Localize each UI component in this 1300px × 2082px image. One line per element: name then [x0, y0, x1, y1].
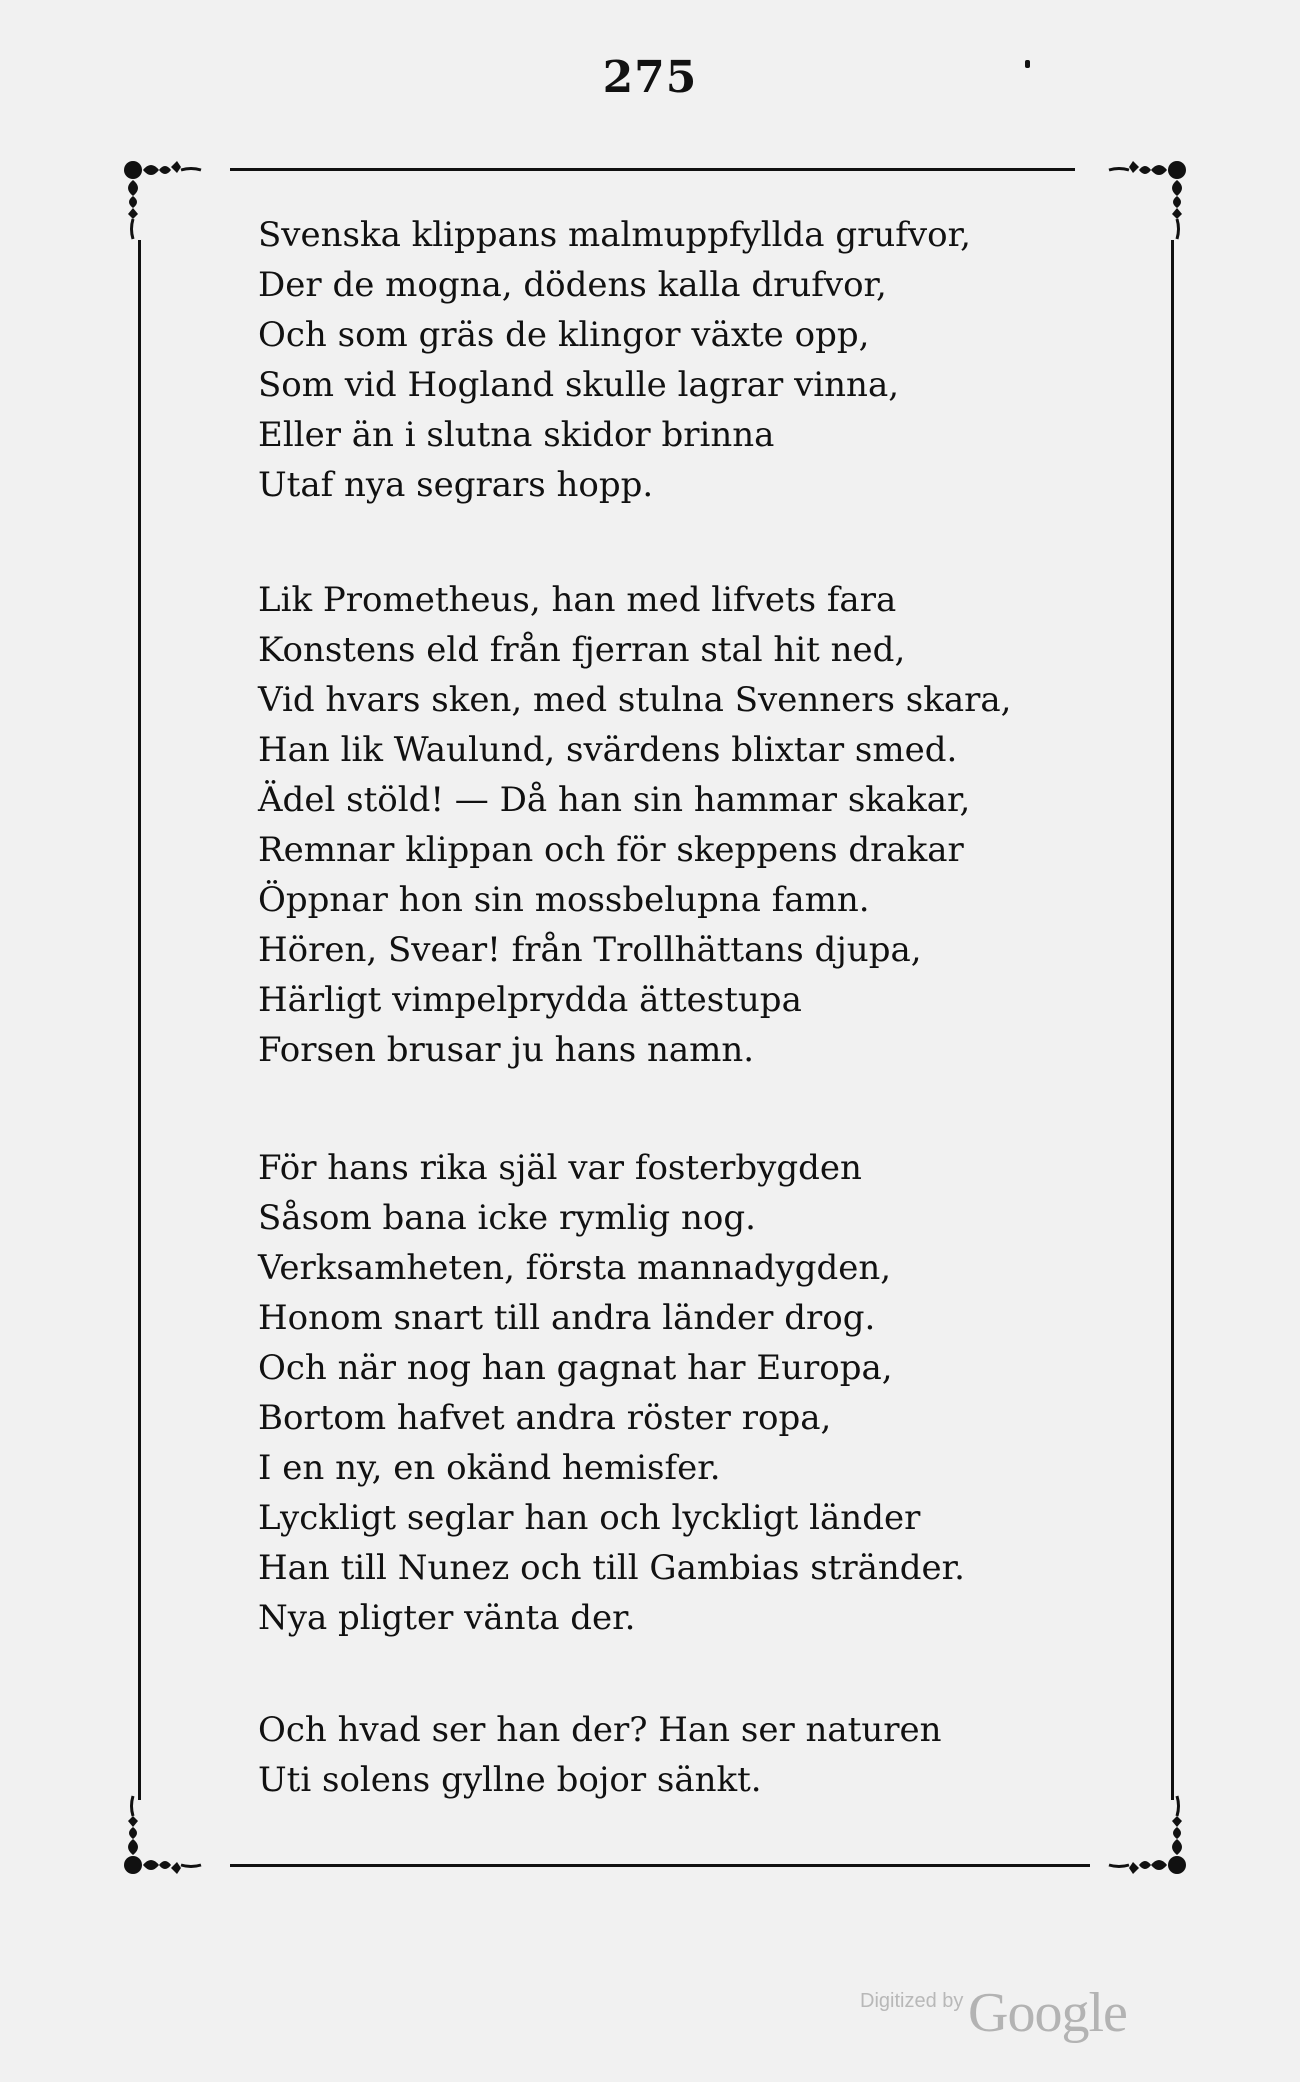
floral-ornament-icon	[115, 1780, 225, 1890]
poem-line: Och när nog han gagnat har Europa,	[258, 1348, 893, 1388]
poem-line: Uti solens gyllne bojor sänkt.	[258, 1760, 762, 1800]
poem-line: Eller än i slutna skidor brinna	[258, 415, 775, 455]
poem-line: Svenska klippans malmuppfyllda grufvor,	[258, 215, 971, 255]
poem-line: Nya pligter vänta der.	[258, 1598, 636, 1638]
stanza-2	[258, 575, 1078, 1075]
frame-left-rule	[138, 240, 141, 1800]
poem-line: Ädel stöld! — Då han sin hammar skakar,	[258, 780, 971, 820]
poem-line: Konstens eld från fjerran stal hit ned,	[258, 630, 906, 670]
floral-ornament-icon	[1085, 1780, 1195, 1890]
poem-line: Utaf nya segrars hopp.	[258, 465, 654, 505]
poem-line: I en ny, en okänd hemisfer.	[258, 1448, 721, 1488]
poem-line: Remnar klippan och för skeppens drakar	[258, 830, 964, 870]
poem-line: Han lik Waulund, svärdens blixtar smed.	[258, 730, 958, 770]
google-watermark: Google	[968, 1982, 1127, 2044]
poem-line: Och som gräs de klingor växte opp,	[258, 315, 870, 355]
poem-line: Honom snart till andra länder drog.	[258, 1298, 876, 1338]
poem-line: Vid hvars sken, med stulna Svenners skara,	[258, 680, 1012, 720]
poem-line: Hören, Svear! från Trollhättans djupa,	[258, 930, 922, 970]
stanza-4	[258, 1705, 1078, 1805]
poem-line: För hans rika själ var fosterbygden	[258, 1148, 862, 1188]
floral-ornament-icon	[115, 145, 225, 255]
frame-bottom-rule	[230, 1864, 1090, 1867]
poem-line: Såsom bana icke rymlig nog.	[258, 1198, 756, 1238]
poem-line: Der de mogna, dödens kalla drufvor,	[258, 265, 887, 305]
poem-line: Bortom hafvet andra röster ropa,	[258, 1398, 832, 1438]
poem-line: Härligt vimpelprydda ättestupa	[258, 980, 802, 1020]
poem-line: Lik Prometheus, han med lifvets fara	[258, 580, 897, 620]
poem-line: Som vid Hogland skulle lagrar vinna,	[258, 365, 900, 405]
stanza-break	[258, 1075, 1078, 1143]
poem-body	[258, 210, 1078, 1805]
speck	[1025, 60, 1030, 68]
frame-top-rule	[230, 168, 1075, 171]
frame-right-rule	[1171, 240, 1174, 1800]
poem-line: Verksamheten, första mannadygden,	[258, 1248, 892, 1288]
poem-line: Forsen brusar ju hans namn.	[258, 1030, 755, 1070]
poem-line: Lyckligt seglar han och lyckligt länder	[258, 1498, 921, 1538]
stanza-break	[258, 510, 1078, 575]
digitized-by-label: Digitized by	[860, 1990, 964, 2012]
floral-ornament-icon	[1085, 145, 1195, 255]
stanza-1	[258, 210, 1078, 510]
poem-line: Han till Nunez och till Gambias stränder.	[258, 1548, 965, 1588]
page-number: 275	[602, 52, 698, 103]
stanza-3	[258, 1143, 1078, 1643]
poem-line: Öppnar hon sin mossbelupna famn.	[258, 880, 870, 920]
stanza-break	[258, 1643, 1078, 1705]
poem-line: Och hvad ser han der? Han ser naturen	[258, 1710, 942, 1750]
